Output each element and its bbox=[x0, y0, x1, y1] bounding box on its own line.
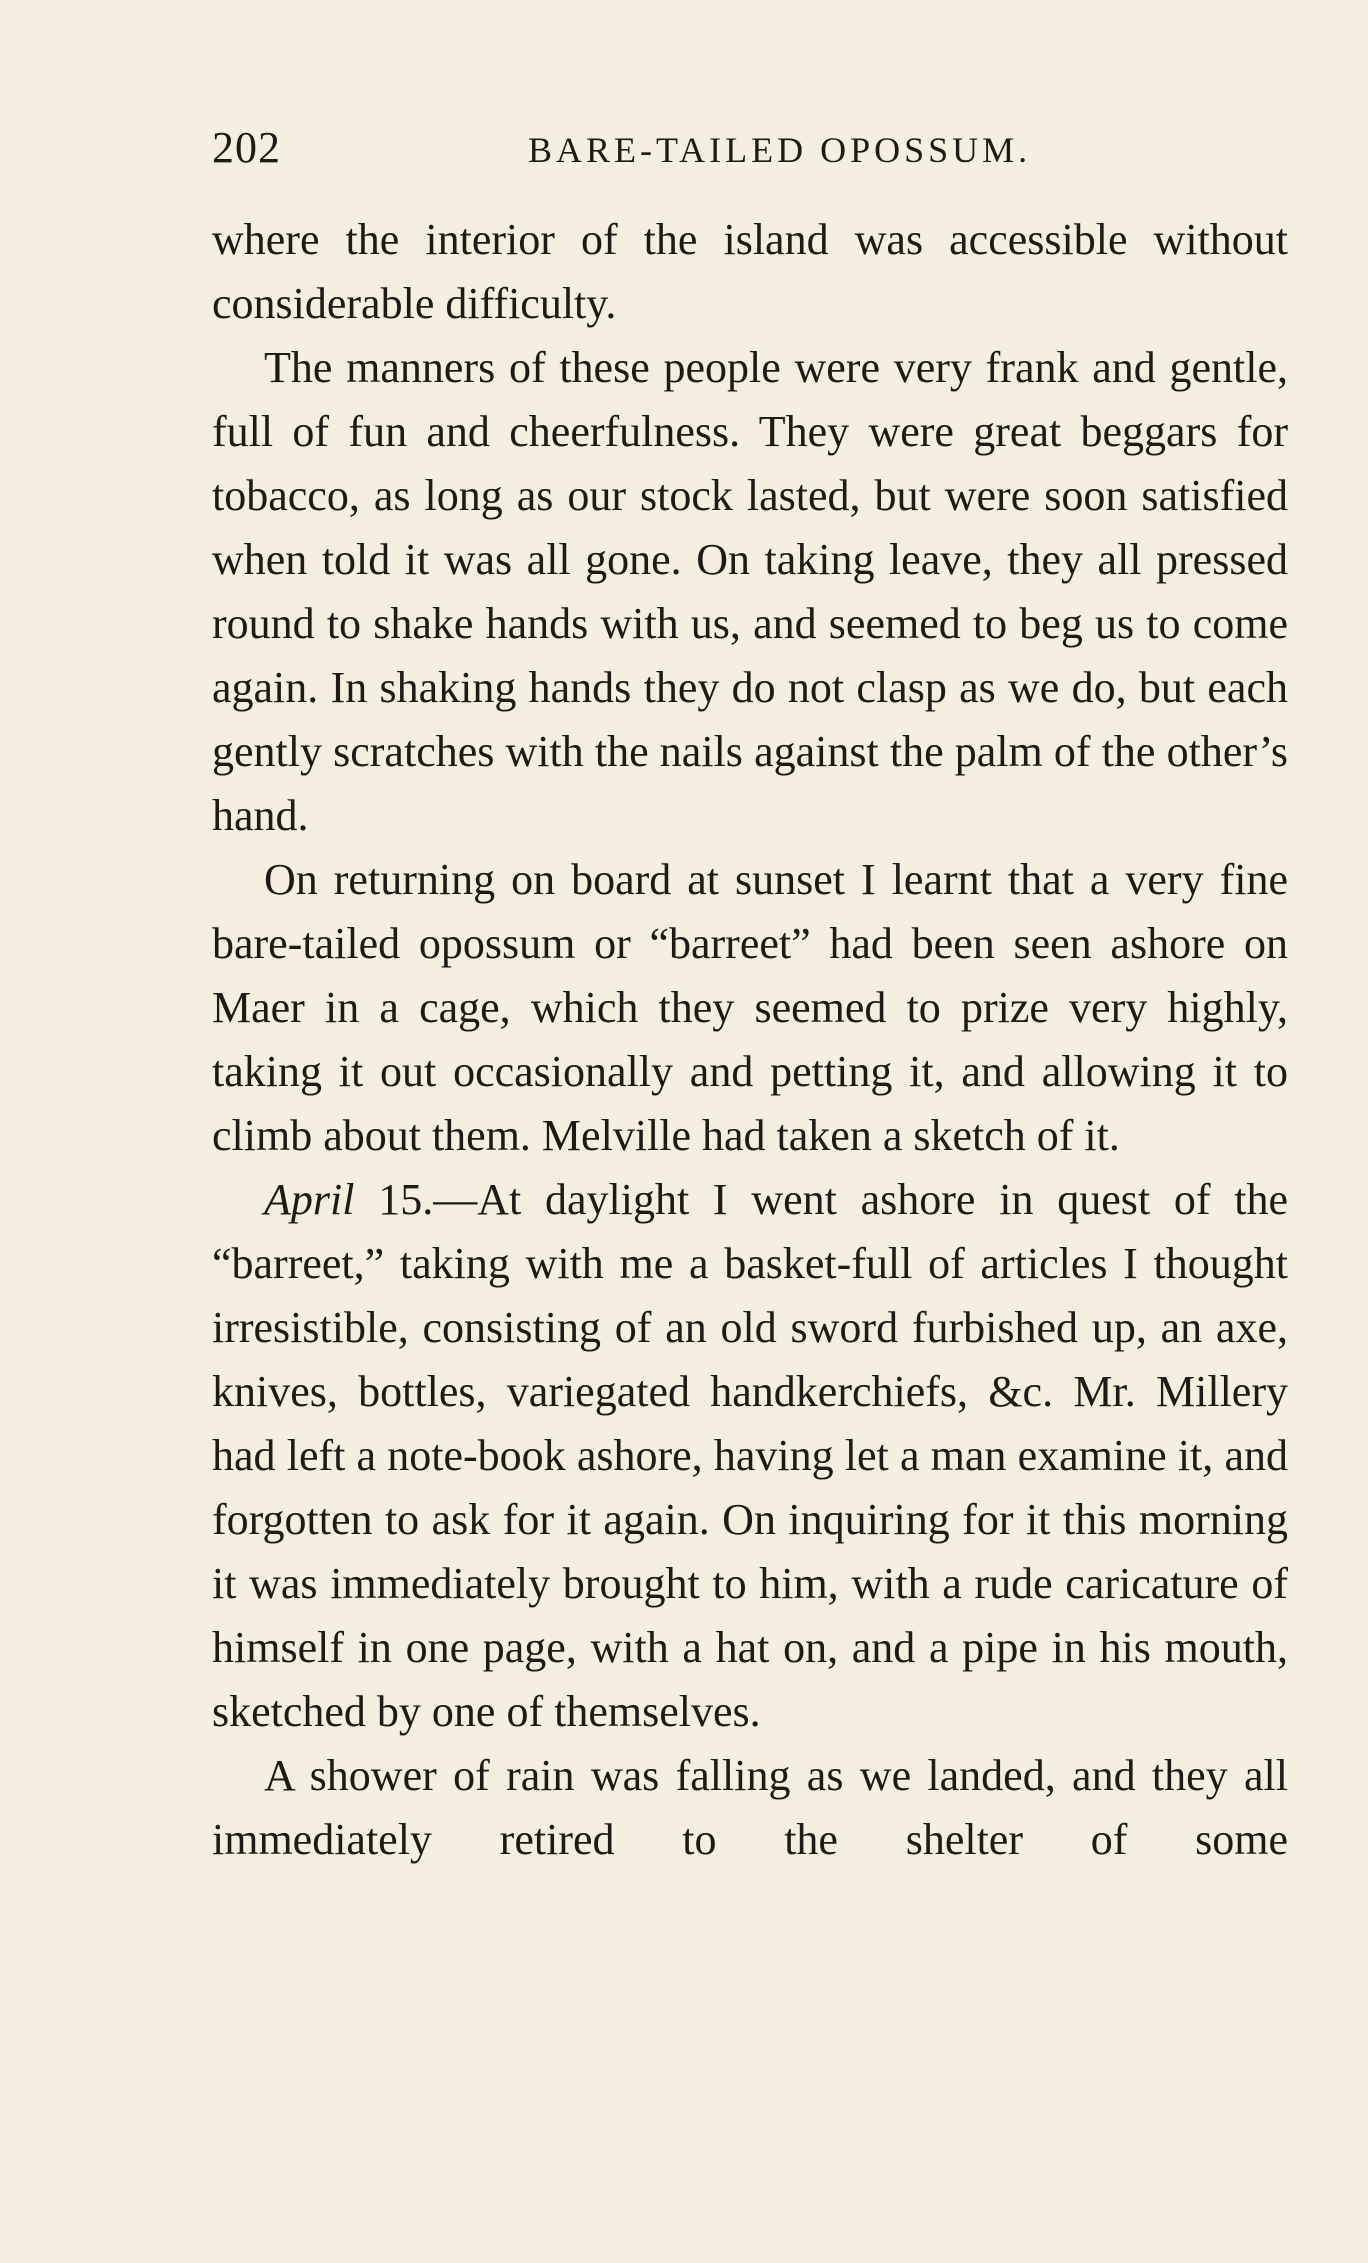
paragraph-text: A shower of rain was falling as we landed, and they all immediately retired to the shelter of some bbox=[212, 1751, 1288, 1864]
entry-date: April bbox=[264, 1175, 355, 1224]
paragraph bbox=[212, 208, 1288, 336]
running-head: BARE-TAILED OPOSSUM. bbox=[528, 130, 1032, 170]
page-number: 202 bbox=[212, 123, 281, 172]
page-header bbox=[212, 118, 1288, 188]
paragraph-text: 15.—At daylight I went ashore in quest of the “barreet,” taking with me a basket-full of articles I thought irresistible, consisting of an old sword furbished up, an axe, knives, bottles, variegated handkerchiefs, &c. Mr. Millery had left a note-book ashore, having let a man examine it, and forgotten to ask for it again. On inquiring for it this morning it was immediately brought to him, with a rude caricature of himself in one page, with a hat on, and a pipe in his mouth, sketched by one of themselves. bbox=[212, 1175, 1288, 1736]
paragraph-text: The manners of these people were very frank and gentle, full of fun and cheerfulness. They were great beggars for tobacco, as long as our stock lasted, but were soon satisfied when told it was all gone. On taking leave, they all pressed round to shake hands with us, and seemed to beg us to come again. In shaking hands they do not clasp as we do, but each gently scratches with the nails against the palm of the other’s hand. bbox=[212, 343, 1288, 840]
paragraph bbox=[212, 1744, 1288, 1872]
paragraph-text: where the interior of the island was accessible without considerable difficulty. bbox=[212, 215, 1288, 328]
paragraph bbox=[212, 848, 1288, 1168]
body-text bbox=[212, 208, 1288, 1872]
paragraph bbox=[212, 336, 1288, 848]
paragraph bbox=[212, 1168, 1288, 1744]
paragraph-text: On returning on board at sunset I learnt that a very fine bare-tailed opossum or “barreet” had been seen ashore on Maer in a cage, which they seemed to prize very highly, taking it out occasionally and petting it, and allowing it to climb about them. Melville had taken a sketch of it. bbox=[212, 855, 1288, 1160]
